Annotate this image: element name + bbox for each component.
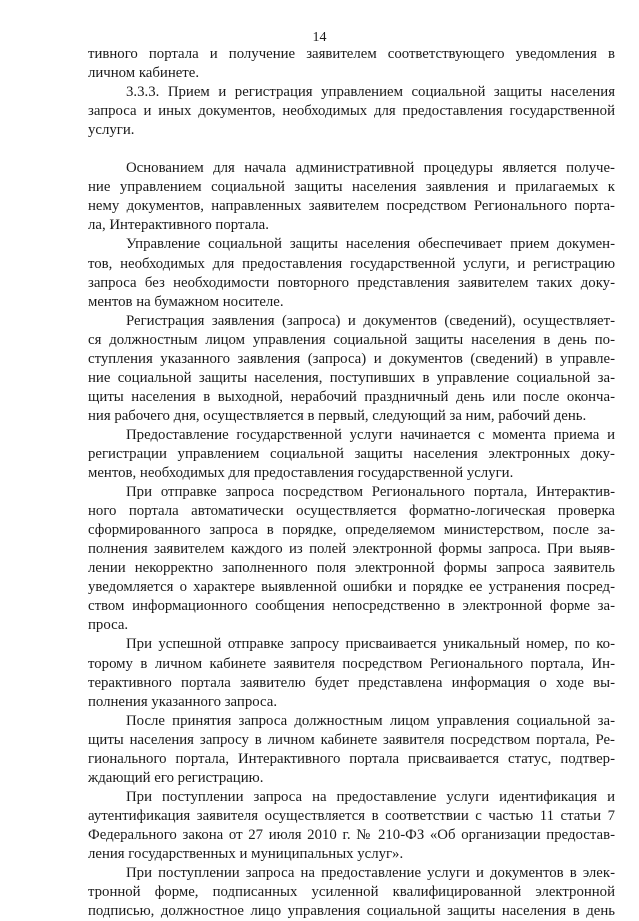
- text-line: При поступлении запроса на предоставление услуги идентификация и: [126, 788, 615, 805]
- text-line: уведомляется о характере выявленной ошибки и порядке ее устранения посред-: [88, 579, 615, 596]
- text-line: тов, необходимых для предоставления государственной услуги, и регистрацию: [88, 255, 615, 272]
- text-line: щиты населения запросу в личном кабинете заявителя посредством портала, Ре-: [88, 731, 615, 748]
- text-line: терактивного портала заявителю будет представлена информация о ходе вы-: [88, 674, 615, 691]
- text-line: подписью, должностное лицо управления социальной защиты населения в день: [88, 903, 615, 920]
- text-line: При отправке запроса посредством Регионального портала, Интерактив-: [126, 484, 615, 501]
- text-line: личном кабинете.: [88, 65, 200, 82]
- text-line: лении некорректно заполненного поля электронной формы запроса заявитель: [88, 560, 615, 577]
- text-line: ние управлением социальной защиты населения заявления и прилагаемых к: [88, 179, 615, 196]
- text-line: ся должностным лицом управления социальной защиты населения в день по-: [88, 331, 615, 348]
- text-line: Основанием для начала административной процедуры является получе-: [126, 160, 615, 177]
- text-line: Управление социальной защиты населения обеспечивает прием докумен-: [126, 236, 615, 253]
- text-line: 3.3.3. Прием и регистрация управлением социальной защиты населения: [126, 84, 615, 101]
- text-line: ментов, необходимых для предоставления государственной услуги.: [88, 465, 514, 482]
- text-line: полнения указанного запроса.: [88, 693, 278, 710]
- body-text: [88, 45, 615, 921]
- text-line: тронной форме, подписанных усиленной квалифицированной электронной: [88, 884, 615, 901]
- text-line: щиты населения в выходной, нерабочий праздничный день или после оконча-: [88, 388, 615, 405]
- text-line: ждающий его регистрацию.: [88, 769, 264, 786]
- text-line: полнения заявителем каждого из полей электронной формы запроса. При выяв-: [88, 541, 615, 558]
- text-line: При успешной отправке запросу присваивается уникальный номер, по ко-: [126, 636, 615, 653]
- text-line: Предоставление государственной услуги начинается с момента приема и: [126, 426, 615, 443]
- page-number: 14: [312, 30, 327, 45]
- text-line: Федерального закона от 27 июля 2010 г. № 210-ФЗ «Об организации предостав-: [88, 826, 615, 843]
- text-line: ние социальной защиты населения, поступивших в управление социальной за-: [88, 369, 615, 386]
- text-line: услуги.: [88, 122, 135, 139]
- text-line: тивного портала и получение заявителем соответствующего уведомления в: [88, 46, 615, 62]
- text-line: [88, 140, 615, 159]
- text-line: При поступлении запроса на предоставление услуги и документов в элек-: [126, 865, 615, 882]
- text-line: нему документов, направленных заявителем посредством Регионального порта-: [88, 198, 615, 215]
- text-line: Регистрация заявления (запроса) и документов (сведений), осуществляет-: [126, 312, 615, 329]
- text-line: аутентификация заявителя осуществляется в соответствии с частью 11 статьи 7: [88, 807, 615, 824]
- text-line: гионального портала, Интерактивного портала присваивается статус, подтвер-: [88, 750, 615, 767]
- text-line: запроса без необходимости повторного представления заявителем таких доку-: [88, 274, 615, 291]
- text-line: ментов на бумажном носителе.: [88, 293, 284, 310]
- text-line: сформированного запроса в порядке, определяемом министерством, после за-: [88, 522, 615, 539]
- text-line: После принятия запроса должностным лицом управления социальной за-: [126, 712, 615, 729]
- text-line: регистрации управлением социальной защиты населения электронных доку-: [88, 445, 615, 462]
- text-line: ления государственных и муниципальных услуг».: [88, 845, 404, 862]
- text-line: проса.: [88, 617, 129, 634]
- text-line: торому в личном кабинете заявителя посредством Регионального портала, Ин-: [88, 655, 615, 672]
- text-line: ния рабочего дня, осуществляется в первый, следующий за ним, рабочий день.: [88, 407, 587, 424]
- text-line: ством информационного сообщения непосредственно в электронной форме за-: [88, 598, 615, 615]
- text-line: ступления указанного заявления (запроса) и документов (сведений) в управле-: [88, 350, 615, 367]
- text-line: ного портала автоматически осуществляется форматно-логическая проверка: [88, 503, 615, 520]
- text-line: ла, Интерактивного портала.: [88, 217, 269, 234]
- text-line: запроса и иных документов, необходимых для предоставления государственной: [88, 103, 615, 120]
